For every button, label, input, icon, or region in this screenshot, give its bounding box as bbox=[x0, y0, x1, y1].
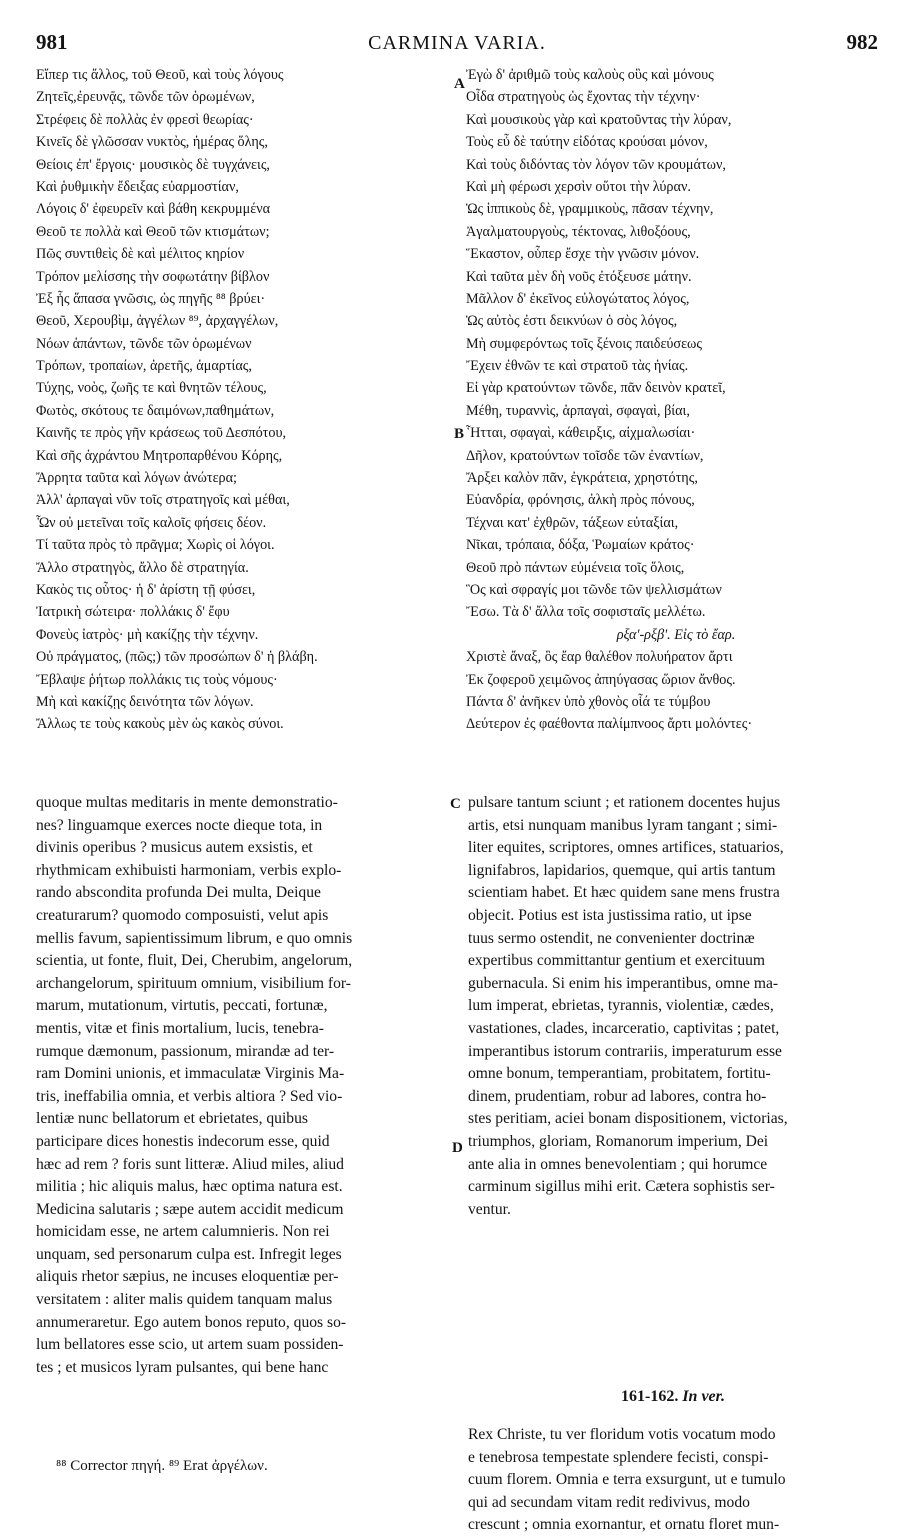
latin-text-line: versitatem : aliter malis quidem tanquam malus bbox=[36, 1291, 333, 1309]
greek-verse-line: Θείοις ἐπ' ἔργοις· μουσικὸς δὲ τυγχάνεις, bbox=[36, 156, 270, 173]
greek-verse-line: Καὶ ταῦτα μὲν δὴ νοῦς ἐτόξευσε μάτην. bbox=[466, 268, 692, 285]
latin-text-line: rumque dæmonum, passionum, mirandæ ad ter- bbox=[36, 1042, 335, 1060]
latin-text-line: tris, ineffabilia omnia, et verbis altiora ? Sed vio- bbox=[36, 1087, 343, 1105]
greek-verse-line: Μέθη, τυραννὶς, ἁρπαγαὶ, σφαγαὶ, βίαι, bbox=[466, 402, 690, 419]
section-heading bbox=[468, 1388, 878, 1406]
latin-text-line: tuus sermo ostendit, ne convenienter doctrinæ bbox=[468, 929, 755, 947]
latin-text-line: archangelorum, spirituum omnium, visibilium for- bbox=[36, 974, 351, 992]
latin-text-line: lentiæ nunc bellatorum et ebrietates, quibus bbox=[36, 1110, 308, 1128]
greek-verse-line: Πῶς συντιθεὶς δὲ καὶ μέλιτος κηρίον bbox=[36, 246, 245, 263]
latin-text-line: mellis favum, sapientissimum librum, e quo omnis bbox=[36, 929, 353, 947]
latin-text-line: omne bonum, temperantiam, probitatem, fortitu- bbox=[468, 1065, 771, 1083]
greek-column-left bbox=[36, 64, 446, 736]
greek-verse-line: Θεοῦ, Χερουβὶμ, ἀγγέλων ⁸⁹, ἀρχαγγέλων, bbox=[36, 313, 279, 330]
latin-text-line: imperantibus istorum contrariis, imperaturum esse bbox=[468, 1042, 782, 1060]
greek-verse-line: Ἐκ ζοφεροῦ χειμῶνος ἀπηύγασας ὥριον ἄνθος. bbox=[466, 671, 736, 688]
greek-verse-line: Ὃς καὶ σφραγίς μοι τῶνδε τῶν ψελλισμάτων bbox=[466, 581, 722, 598]
greek-verse-line: Τί ταῦτα πρὸς τὸ πρᾶγμα; Χωρὶς οἱ λόγοι. bbox=[36, 537, 275, 554]
latin-text-line: ram Domini unionis, et immaculatæ Virginis Ma- bbox=[36, 1065, 345, 1083]
greek-column-right bbox=[466, 64, 886, 736]
latin-text-line: quoque multas meditaris in mente demonstratio- bbox=[36, 794, 338, 811]
latin-text-line: dinem, prudentiam, robur ad labores, contra ho- bbox=[468, 1087, 767, 1105]
section-title: In ver. bbox=[682, 1388, 725, 1405]
latin-text-line: liter equites, scriptores, omnes artifices, statuarios, bbox=[468, 839, 784, 857]
latin-column-right bbox=[468, 792, 878, 1221]
greek-verse-line: Τοὺς εὖ δὲ ταύτην εἰδότας κρούσαι μόνον, bbox=[466, 134, 708, 151]
latin-text-line: divinis operibus ? musicus autem exsistis, et bbox=[36, 839, 313, 857]
greek-verse-line: Ἔσω. Τὰ δ' ἄλλα τοῖς σοφισταῖς μελλέτω. bbox=[466, 604, 706, 621]
greek-verse-line: Κακὸς τις οὗτος· ἡ δ' ἀρίστη τῇ φύσει, bbox=[36, 581, 256, 598]
latin-text-line: objecit. Potius est ista justissima ratio, ut ipse bbox=[468, 906, 752, 924]
greek-verse-line: Ὡς αὐτὸς ἐστι δεικνύων ὁ σὸς λόγος, bbox=[466, 313, 678, 330]
greek-verse-line: Εἴπερ τις ἄλλος, τοῦ Θεοῦ, καὶ τοὺς λόγους bbox=[36, 67, 284, 83]
latin-column-left bbox=[36, 792, 444, 1379]
latin-text-line: militia ; hic aliquis malus, hæc optima natura est. bbox=[36, 1178, 343, 1196]
latin-text-line: unquam, sed personarum culpa est. Infregit leges bbox=[36, 1245, 342, 1263]
greek-verse-line: Εἰ γὰρ κρατούντων τῶνδε, πᾶν δεινὸν κρατεῖ, bbox=[466, 380, 726, 397]
latin-text-line: qui ad secundam vitam redit redivivus, modo bbox=[468, 1493, 750, 1511]
greek-verse-line: Ἐξ ἧς ἅπασα γνῶσις, ὡς πηγῆς ⁸⁸ βρύει· bbox=[36, 290, 266, 307]
page-number-right: 982 bbox=[846, 30, 878, 54]
latin-text-line: participare dices honestis indecorum esse, quid bbox=[36, 1132, 330, 1150]
greek-verse-line: Ὧν οὐ μετεῖναι τοῖς καλοῖς φήσεις δέον. bbox=[36, 514, 267, 531]
latin-text-line: creaturarum? quomodo composuisti, velut apis bbox=[36, 906, 329, 924]
greek-verse-line: Θεοῦ τε πολλὰ καὶ Θεοῦ τῶν κτισμάτων; bbox=[36, 223, 270, 240]
latin-text-line: annumeraretur. Ego autem bonos reputo, quos so- bbox=[36, 1313, 347, 1331]
latin-text-line: carminum sigillus mihi erit. Cætera sophistis ser- bbox=[468, 1178, 775, 1196]
latin-text-line: scientia, ut fonte, fluit, Dei, Cherubim, angelorum, bbox=[36, 952, 353, 970]
greek-verse-line: Οὐ πράγματος, (πῶς;) τῶν προσώπων δ' ἡ βλάβη. bbox=[36, 649, 318, 666]
latin-text-line: aliquis rhetor sæpius, ne incuses eloquentiæ per- bbox=[36, 1268, 339, 1286]
page-number-left: 981 bbox=[36, 30, 68, 54]
latin-text-line: artis, etsi nunquam manibus lyram tangant ; simi- bbox=[468, 816, 778, 834]
latin-text-line: lum bellatores esse scio, ut artem suam possiden- bbox=[36, 1336, 344, 1354]
latin-text-line: pulsare tantum sciunt ; et rationem docentes hujus bbox=[468, 794, 781, 811]
greek-verse-line: Ὡς ἱππικοὺς δὲ, γραμμικοὺς, πᾶσαν τέχνην, bbox=[466, 201, 714, 218]
greek-verse-line: Νῖκαι, τρόπαια, δόξα, Ῥωμαίων κράτος· bbox=[466, 537, 695, 554]
greek-verse-line: Ἔχειν ἐθνῶν τε καὶ στρατοῦ τὰς ἡνίας. bbox=[466, 358, 689, 375]
footnotes: ⁸⁸ Corrector πηγή. ⁸⁹ Erat ἀργέλων. bbox=[56, 1458, 268, 1474]
running-title: CARMINA VARIA. bbox=[368, 32, 546, 54]
latin-text-line: scientiam habet. Et hæc quidem sane mens frustra bbox=[468, 884, 780, 902]
greek-verse-line: Νόων ἁπάντων, τῶνδε τῶν ὁρωμένων bbox=[36, 335, 252, 352]
greek-verse-line: Θεοῦ πρὸ πάντων εὐμένεια τοῖς ὅλοις, bbox=[466, 559, 685, 576]
greek-verse-line: Ἀγαλματουργοὺς, τέκτονας, λιθοξόους, bbox=[466, 223, 691, 240]
margin-letter-a: A bbox=[454, 76, 465, 92]
margin-letter-d: D bbox=[452, 1140, 463, 1156]
greek-verse-line: Ἄλλως τε τοὺς κακοὺς μὲν ὡς κακὸς σύνοι. bbox=[36, 716, 284, 733]
greek-verse-line: Ἰατρικὴ σώτειρα· πολλάκις δ' ἔφυ bbox=[36, 604, 230, 621]
greek-verse-line: Χριστὲ ἄναξ, ὃς ἔαρ θαλέθον πολυήρατον ἄρτι bbox=[466, 649, 733, 666]
greek-verse-line: Οἶδα στρατηγοὺς ὡς ἔχοντας τὴν τέχνην· bbox=[466, 89, 701, 106]
latin-text-line: nes? linguamque exerces nocte dieque tota, in bbox=[36, 816, 323, 834]
latin-text-line: e tenebrosa tempestate splendere fecisti, conspi- bbox=[468, 1448, 769, 1466]
greek-verse-line: Καὶ σῆς ἀχράντου Μητροπαρθένου Κόρης, bbox=[36, 447, 283, 464]
latin-text-line: Rex Christe, tu ver floridum votis vocatum modo bbox=[468, 1426, 776, 1443]
latin-text-line: triumphos, gloriam, Romanorum imperium, Dei bbox=[468, 1132, 769, 1150]
latin-text-line: lum imperat, ebrietas, tyrannis, violentiæ, cædes, bbox=[468, 997, 774, 1015]
latin-text-line: homicidam esse, ne artem calumnieris. Non rei bbox=[36, 1223, 330, 1241]
running-head bbox=[36, 30, 878, 60]
greek-verse-line: Καὶ μουσικοὺς γὰρ καὶ κρατοῦντας τὴν λύραν, bbox=[466, 111, 732, 128]
margin-letter-c: C bbox=[450, 796, 461, 812]
greek-verse-line: Δεύτερον ἐς φαέθοντα παλίμπνοος ἄρτι μολόντες· bbox=[466, 716, 753, 733]
greek-verse-line: ρξα'-ρξβ'. Εἰς τὸ ἔαρ. bbox=[616, 626, 736, 643]
latin-text-line: crescunt ; omnia exornantur, et ornatu floret mun- bbox=[468, 1516, 780, 1534]
greek-verse-line: Ζητεῖς,ἐρευνᾷς, τῶνδε τῶν ὁρωμένων, bbox=[36, 89, 255, 106]
greek-verse-line: Μὴ συμφερόντως τοῖς ξένοις παιδεύσεως bbox=[466, 335, 702, 352]
greek-verse-line: Ἔβλαψε ῥήτωρ πολλάκις τις τοὺς νόμους· bbox=[36, 671, 278, 688]
latin-text-line: marum, mutationum, virtutis, peccati, fortunæ, bbox=[36, 997, 328, 1015]
greek-verse-line: Ἄλλο στρατηγὸς, ἄλλο δὲ στρατηγία. bbox=[36, 559, 249, 576]
greek-verse-line: Πάντα δ' ἀνῆκεν ὑπὸ χθονὸς οἷά τε τύμβου bbox=[466, 693, 711, 710]
greek-verse-line: Λόγοις δ' ἐφευρεῖν καὶ βάθη κεκρυμμένα bbox=[36, 201, 271, 218]
section-number: 161-162. bbox=[621, 1388, 679, 1405]
latin-text-line: ante alia in omnes benevolentiam ; qui horumce bbox=[468, 1155, 768, 1173]
latin-text-line: hæc ad rem ? foris sunt litteræ. Aliud miles, aliud bbox=[36, 1155, 344, 1173]
greek-verse-line: Τύχης, νοὸς, ζωῆς τε καὶ θνητῶν τέλους, bbox=[36, 380, 267, 397]
greek-verse-line: Φονεὺς ἰατρὸς· μὴ κακίζῃς τὴν τέχνην. bbox=[36, 626, 259, 643]
latin-text-line: tes ; et musicos lyram pulsantes, qui bene hanc bbox=[36, 1358, 329, 1376]
greek-verse-line: Ἄρξει καλὸν πᾶν, ἐγκράτεια, χρηστότης, bbox=[466, 470, 698, 487]
margin-letter-b: B bbox=[454, 426, 465, 442]
greek-verse-line: Τρόπον μελίσσης τὴν σοφωτάτην βίβλον bbox=[36, 268, 270, 285]
greek-verse-line: Ἀλλ' ἁρπαγαὶ νῦν τοῖς στρατηγοῖς καὶ μέθαι, bbox=[36, 492, 290, 509]
greek-verse-line: Κινεῖς δὲ γλῶσσαν νυκτὸς, ἡμέρας ὅλης, bbox=[36, 134, 268, 151]
latin-text-line: Medicina salutaris ; sæpe autem accidit medicum bbox=[36, 1200, 344, 1218]
greek-verse-line: Καὶ μὴ φέρωσι χερσὶν οὕτοι τὴν λύραν. bbox=[466, 178, 691, 195]
latin-text-line: stes peritiam, aciei bonam dispositionem, victorias, bbox=[468, 1110, 788, 1128]
greek-verse-line: Ἄρρητα ταῦτα καὶ λόγων ἀνώτερα; bbox=[36, 470, 237, 487]
greek-verse-line: Φωτὸς, σκότους τε δαιμόνων,παθημάτων, bbox=[36, 402, 275, 419]
greek-verse-line: Ἐγὼ δ' ἀριθμῶ τοὺς καλοὺς οὓς καὶ μόνους bbox=[466, 67, 714, 83]
latin-text-line: expertibus committantur gentium et exercituum bbox=[468, 952, 766, 970]
latin-text-line: lignifabros, lapidarios, quemque, qui artis tantum bbox=[468, 861, 776, 879]
greek-verse-line: Στρέφεις δὲ πολλὰς ἐν φρεσὶ θεωρίας· bbox=[36, 111, 254, 128]
greek-verse-line: Τέχναι κατ' ἐχθρῶν, τάξεων εὐταξίαι, bbox=[466, 514, 679, 531]
greek-verse-line: Τρόπων, τροπαίων, ἀρετῆς, ἁμαρτίας, bbox=[36, 358, 252, 375]
latin-text-line: rando abscondita profunda Dei multa, Deique bbox=[36, 884, 321, 902]
greek-verse-line: Ἕκαστον, οὗπερ ἔσχε τὴν γνῶσιν μόνον. bbox=[466, 246, 700, 263]
latin-column-right-continued bbox=[468, 1424, 878, 1537]
latin-text-line: gubernacula. Si enim his imperantibus, omne ma- bbox=[468, 974, 779, 992]
greek-verse-line: Ἧτται, σφαγαὶ, κάθειρξις, αἰχμαλωσίαι· bbox=[466, 425, 696, 442]
greek-verse-line: Καινῆς τε πρὸς γῆν κράσεως τοῦ Δεσπότου, bbox=[36, 425, 287, 442]
greek-verse-line: Εὐανδρία, φρόνησις, ἀλκὴ πρὸς πόνους, bbox=[466, 492, 695, 509]
greek-verse-line: Μὴ καὶ κακίζῃς δεινότητα τῶν λόγων. bbox=[36, 693, 254, 710]
greek-verse-line: Δῆλον, κρατούντων τοῖσδε τῶν ἐναντίων, bbox=[466, 447, 704, 464]
latin-text-line: mentis, vitæ et finis mortalium, lucis, tenebra- bbox=[36, 1019, 324, 1037]
greek-verse-line: Καὶ τοὺς διδόντας τὸν λόγον τῶν κρουμάτων, bbox=[466, 156, 726, 173]
latin-text-line: cuum florem. Omnia e terra exsurgunt, ut e tumulo bbox=[468, 1471, 786, 1489]
latin-text-line: rhythmicam exhibuisti harmoniam, verbis explo- bbox=[36, 861, 342, 879]
latin-text-line: vastationes, clades, incarceratio, captivitas ; patet, bbox=[468, 1019, 780, 1037]
greek-verse-line: Καὶ ῥυθμικὴν ἔδειξας εὐαρμοστίαν, bbox=[36, 178, 239, 195]
greek-verse-line: Μᾶλλον δ' ἐκεῖνος εὐλογώτατος λόγος, bbox=[466, 290, 690, 307]
latin-text-line: ventur. bbox=[468, 1200, 511, 1218]
